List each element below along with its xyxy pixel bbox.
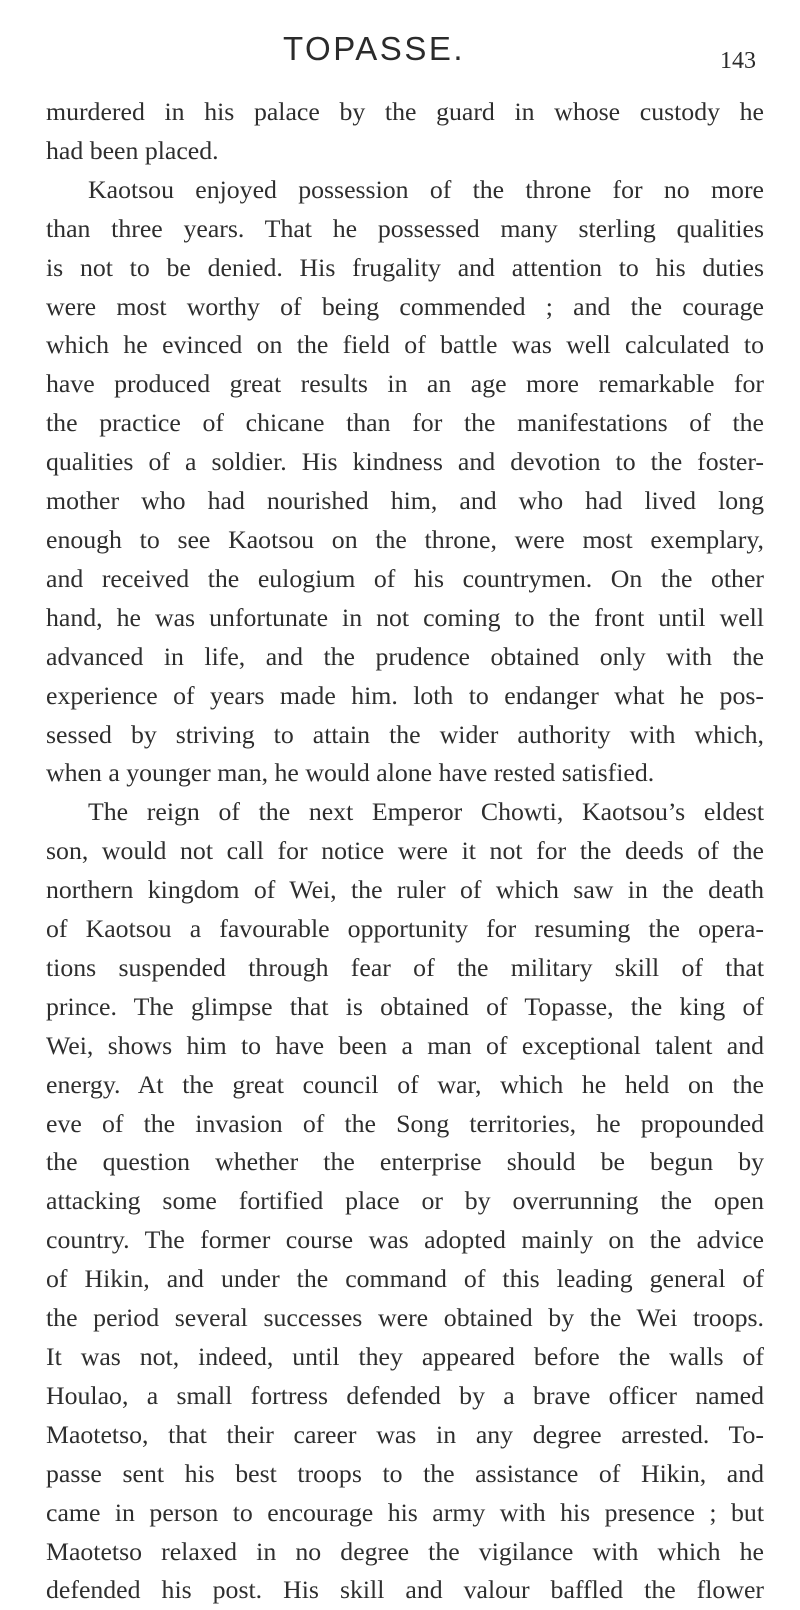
text-line: sessed by striving to attain the wider authority with which,	[46, 719, 764, 749]
text-line: Maotetso, that their career was in any degree arrested. To-	[46, 1419, 764, 1449]
text-line: hand, he was unfortunate in not coming to the front until well	[46, 602, 764, 632]
text-line: murdered in his palace by the guard in whose custody he	[46, 97, 764, 126]
text-line: have produced great results in an age more remarkable for	[46, 369, 764, 399]
text-line: were most worthy of being commended ; and the courage	[46, 291, 764, 321]
running-title: TOPASSE.	[283, 30, 466, 67]
text-line: enough to see Kaotsou on the throne, were most exemplary,	[46, 524, 764, 554]
text-line: had been placed.	[46, 135, 219, 165]
text-line: the practice of chicane than for the manifestations of the	[46, 408, 764, 438]
text-line: eve of the invasion of the Song territories, he propounded	[46, 1108, 764, 1138]
text-line: the period several successes were obtained by the Wei troops.	[46, 1303, 764, 1333]
text-line: than three years. That he possessed many sterling qualities	[46, 213, 764, 243]
text-line: of Kaotsou a favourable opportunity for resuming the opera-	[46, 914, 764, 944]
text-line: of Hikin, and under the command of this leading general of	[46, 1264, 764, 1294]
text-line: experience of years made him. loth to endanger what he pos-	[46, 680, 764, 710]
text-line: northern kingdom of Wei, the ruler of which saw in the death	[46, 875, 764, 905]
body-text	[46, 93, 764, 1610]
text-line: when a younger man, he would alone have rested satisfied.	[46, 758, 655, 788]
text-line: advanced in life, and the prudence obtained only with the	[46, 641, 764, 671]
text-line: mother who had nourished him, and who had lived long	[46, 486, 764, 516]
text-line: which he evinced on the field of battle was well calculated to	[46, 330, 764, 360]
text-line: came in person to encourage his army with his presence ; but	[46, 1497, 764, 1527]
text-line: tions suspended through fear of the military skill of that	[46, 952, 764, 982]
text-line: energy. At the great council of war, which he held on the	[46, 1069, 764, 1099]
text-line: son, would not call for notice were it not for the deeds of the	[46, 836, 764, 866]
text-line: attacking some fortified place or by overrunning the open	[46, 1186, 764, 1216]
text-line: is not to be denied. His frugality and attention to his duties	[46, 252, 764, 282]
text-line: Houlao, a small fortress defended by a brave officer named	[46, 1380, 764, 1410]
text-line: passe sent his best troops to the assistance of Hikin, and	[46, 1458, 764, 1488]
text-line: the question whether the enterprise should be begun by	[46, 1147, 764, 1177]
text-line: Maotetso relaxed in no degree the vigilance with which he	[46, 1536, 764, 1566]
page-number: 143	[720, 48, 756, 74]
running-head	[0, 30, 800, 74]
text-line: prince. The glimpse that is obtained of Topasse, the king of	[46, 991, 764, 1021]
text-line: and received the eulogium of his countrymen. On the other	[46, 563, 764, 593]
text-line: The reign of the next Emperor Chowti, Kaotsou’s eldest	[88, 797, 764, 827]
text-line: qualities of a soldier. His kindness and devotion to the foster-	[46, 447, 764, 477]
text-line: It was not, indeed, until they appeared before the walls of	[46, 1342, 764, 1371]
text-line: Kaotsou enjoyed possession of the throne for no more	[88, 174, 764, 204]
text-line: country. The former course was adopted mainly on the advice	[46, 1225, 764, 1255]
text-line: Wei, shows him to have been a man of exceptional talent and	[46, 1030, 764, 1060]
text-line: defended his post. His skill and valour baffled the flower	[46, 1575, 764, 1605]
